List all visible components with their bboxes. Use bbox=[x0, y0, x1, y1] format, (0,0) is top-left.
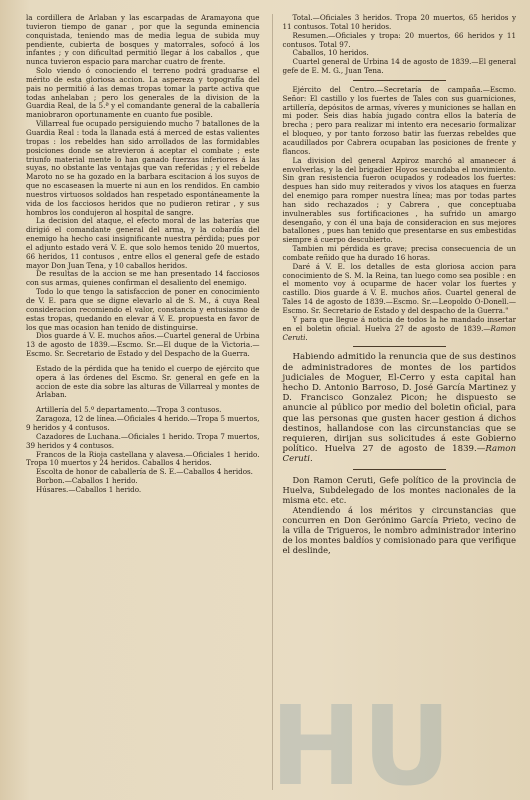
cuartel-line: Cuartel general de Urbina 14 de agosto de 1839.—El general gefe de E. M. G., Juan Tena. bbox=[282, 57, 516, 76]
left-paragraph-3: Villarreal fue ocupado persiguiendo mucho 7 batallones de la Guardia Real : toda la llanada está á merced de estas valientes tropas : los rebeldes han sido arrollados de las formidables posiciones donde se atrevieron á aceptar el combate ; este triunfo material mente lo han ganado fuerzas inferiores á las suyas, no obstante las ventajas que van referidas ; y el rebelde Maroto no se ha gozado en la barbara escitacion á los suyos de que no escaseasen la muerte ni aun en los rendidos. En cambio nuestros virtuosos soldados han respetado espontáneamente la vida de los facciosos heridos que no pudieron retirar , y sus hombros los condujeron al hospital de sangre. bbox=[26, 119, 260, 217]
losses-line-4: Francos de la Rioja castellana y alavesa.—Oficiales 1 herido. Tropa 10 muertos y 24 heridos. Caballos 4 heridos. bbox=[26, 449, 260, 468]
losses-line-3: Cazadores de Luchana.—Oficiales 1 herido. Tropa 7 muertos, 39 heridos y 4 contusos. bbox=[26, 431, 260, 450]
section-divider bbox=[353, 469, 446, 470]
left-paragraph-1: la cordillera de Arlaban y las escarpadas de Aramayona que tuvieron tiempo de ganar , por que la segunda eminencia conquistada, teniendo mas de media legua de subida muy pendiente, cubierta de bosques y matorrales, sofocó á los infantes ; y con dificultad permitió llegar á los caballos , que nunca tuvieron espacio para marchar cuatro de frente. bbox=[26, 14, 260, 67]
decree-heading: Don Ramon Ceruti, Gefe político de la provincia de Huelva, Subdelegado de los montes nacionales de la misma etc. etc. bbox=[282, 474, 516, 505]
section-divider bbox=[353, 80, 446, 81]
total-line: Total.—Oficiales 3 heridos. Tropa 20 muertos, 65 heridos y 11 contusos. Total 10 heridos. bbox=[282, 14, 516, 31]
watermark-letters: HU bbox=[270, 692, 452, 792]
section-divider bbox=[353, 346, 446, 347]
right-paragraph-4: Daré á V. E. los detalles de esta gloriosa accion para conocimiento de S. M. la Reina, tan luego como sea posible : en el momento voy á ocuparme de hacer volar los fuertes y castillo. Dios guarde á V. E. muchos años. Cuartel general de Tales 14 de agosto de 1839.—Escmo. Sr.—Leopoldo O-Donell.—Escmo. Sr. Secretario de Estado y del despacho de la Guerra." bbox=[282, 261, 516, 315]
caballos-line: Caballos, 10 heridos. bbox=[292, 48, 369, 58]
losses-line-5: Escolta de honor de caballería de S. E.—Caballos 4 heridos. bbox=[36, 467, 253, 477]
left-paragraph-6: Todo lo que tengo la satisfaccion de poner en conocimiento de V. E. para que se digne elevarlo al de S. M., á cuya Real consideracion recomiendo el valor, constancia y entusiasmo de estas tropas, quedando en elevar á V. E. propuesta en favor de los que mas ocasion han tenido de distinguirse. bbox=[26, 287, 260, 332]
announcement-text: Habiendo admitido la renuncia que de sus destinos de administradores de montes de los partidos judiciales de Moguer, El-Cerro y esta capital han hecho D. Antonio Barroso, D. José García Martinez y D. Francisco Gonzalez Picon; he dispuesto se anuncie al público por medio del boletin oficial, para que las personas que gusten hacer gestion á dichos destinos, hallandose con las circunstancias que se requieren, dirijan sus solicitudes á este Gobierno político. Huelva 27 de agosto de 1839.— bbox=[282, 352, 516, 455]
losses-line-1: Artillería del 5.º departamento.—Tropa 3 contusos. bbox=[36, 405, 222, 415]
losses-line-2: Zaragoza, 12 de línea.—Oficiales 4 herido.—Tropa 5 muertos, 9 heridos y 4 contusos. bbox=[26, 414, 260, 432]
announcement-paragraph bbox=[283, 352, 517, 464]
losses-line-6: Borbon.—Caballos 1 herido. bbox=[36, 476, 138, 486]
right-column bbox=[272, 14, 517, 790]
right-paragraph-1: Ejército del Centro.—Secretaría de campaña.—Escmo. Señor: El castillo y los fuertes de Tales con sus guarniciones, artillería, depósitos de armas, víveres y municiones se hallan en mi poder. Seis dias había jugado contra ellos la batería de brecha ; pero para realizar mi intento era necesario formalizar el bloqueo, y por tanto forzoso batir las fuerzas rebeldes que acaudillados por Cabrera ocupaban las posiciones de frente y flancos. bbox=[282, 84, 516, 156]
estado-title: Estado de la pérdida que ha tenido el cuerpo de ejército que opera á las órdenes del Escmo. Sr. general en gefe en la accion de este dia sobre las alturas de Villarreal y montes de Arlaban. bbox=[36, 363, 260, 400]
decree-body: Atendiendo á los méritos y circunstancias que concurren en Don Gerónimo García Prieto, vecino de la villa de Trigueros, le nombro administrador interino de los montes baldíos y comisionado para que verifique el deslinde, bbox=[282, 504, 516, 555]
left-paragraph-2: Solo viendo ó conociendo el terreno podrá graduarse el mérito de esta gloriosa accion. La aspereza y topografía del pais no permitió á las demas tropas tomar la parte activa que todas anhelaban ; pero los generales de la division de la Guardia Real, de la 5.ª y el comandante general de la caballería maniobraron oportunamente en cuanto fue posible. bbox=[26, 66, 260, 120]
left-paragraph-5: De resultas de la accion se me han presentado 14 facciosos con sus armas, quienes confirman el desaliento del enemigo. bbox=[26, 269, 260, 288]
right-paragraph-5 bbox=[283, 316, 517, 343]
left-paragraph-4: La decision del ataque, el efecto moral de las baterías que dirigió el comandante general del arma, y la cobardía del enemigo ha hecho casi insignificante nuestra pérdida; pues por el adjunto estado verá V. E. que solo hemos tenido 20 muertos, 66 heridos, 11 contusos , entre ellos el general gefe de estado mayor Don Juan Tena, y 10 caballos heridos. bbox=[26, 216, 260, 270]
right-paragraph-2: La division del general Azpiroz marchó al amanecer á envolverlas, y la del brigadier Hoyos secundaba el movimiento. Sin gran resistencia fueron ocupados y rodeados los fuertes: despues han sido muy reiterados y vivos los ataques en fuerza del enemigo para romper nuestra línea; mas por todas partes han sido rechazados ; y Cabrera , que conceptuaba invulnerables sus fortificaciones , ha sufrido un amargo desengaño, y con él una baja de consideracion en sus mejores batallones , pues han tenido que presentarse en sus embestidas siempre á cuerpo descubierto. bbox=[282, 155, 516, 245]
losses-line-7: Húsares.—Caballos 1 herido. bbox=[36, 484, 142, 494]
insert-notice-text: Y para que llegue á noticia de todos la he mandado insertar en el boletin oficial. Huelva 27 de agosto de 1839.— bbox=[282, 314, 516, 333]
right-paragraph-3: Tambien mi pérdida es grave; precisa consecuencia de un combate reñido que ha durado 16 horas. bbox=[282, 244, 516, 262]
signature: Ramon Ceruti. bbox=[282, 323, 516, 342]
left-paragraph-7: Dios guarde á V. E. muchos años.—Cuartel general de Urbina 13 de agosto de 1839.—Escmo. Sr.—El duque de la Victoria.—Escmo. Sr. Secretario de Estado y del Despacho de la Guerra. bbox=[26, 331, 260, 359]
left-column bbox=[26, 14, 260, 790]
signature: Ramon Ceruti. bbox=[282, 444, 516, 465]
resumen-line: Resumen.—Oficiales y tropa: 20 muertos, 66 heridos y 11 contusos. Total 97. bbox=[282, 30, 516, 49]
